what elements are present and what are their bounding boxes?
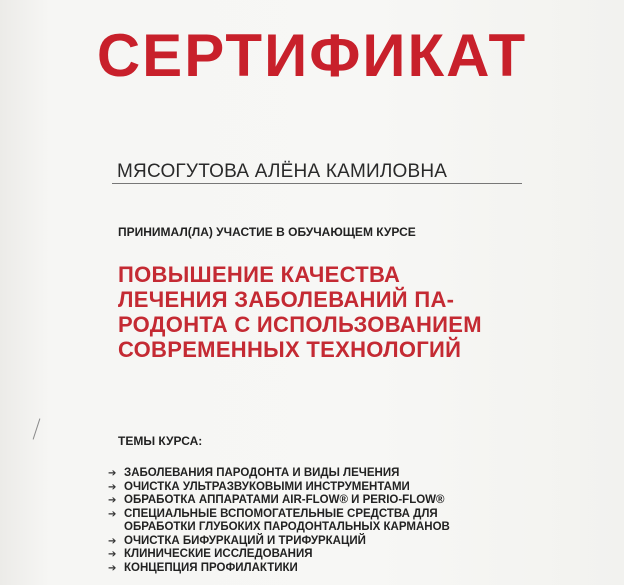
paper-scratch-mark <box>33 418 41 439</box>
certificate-title: СЕРТИФИКАТ <box>96 22 528 89</box>
topic-item <box>108 467 450 481</box>
topic-item <box>108 535 450 549</box>
arrow-right-icon: ➔ <box>108 535 117 547</box>
topic-item <box>108 548 450 562</box>
course-title-line: ПОВЫШЕНИЕ КАЧЕСТВА <box>118 262 401 287</box>
arrow-right-icon: ➔ <box>108 508 117 520</box>
course-title-line: ЛЕЧЕНИЯ ЗАБОЛЕВАНИЙ ПА- <box>118 287 455 312</box>
topic-text: ЗАБОЛЕВАНИЯ ПАРОДОНТА И ВИДЫ ЛЕЧЕНИЯ <box>124 467 400 479</box>
name-underline <box>112 183 522 184</box>
topic-item <box>108 494 450 508</box>
course-title-line: РОДОНТА С ИСПОЛЬЗОВАНИЕМ <box>118 312 482 337</box>
topic-text: КЛИНИЧЕСКИЕ ИССЛЕДОВАНИЯ <box>124 548 313 560</box>
topic-text: СПЕЦИАЛЬНЫЕ ВСПОМОГАТЕЛЬНЫЕ СРЕДСТВА ДЛЯ <box>124 507 438 520</box>
participation-statement: ПРИНИМАЛ(ЛА) УЧАСТИЕ В ОБУЧАЮЩЕМ КУРСЕ <box>118 225 416 239</box>
topics-header: ТЕМЫ КУРСА: <box>118 434 203 448</box>
arrow-right-icon: ➔ <box>108 495 117 506</box>
arrow-right-icon: ➔ <box>108 468 117 479</box>
course-title-line: СОВРЕМЕННЫХ ТЕХНОЛОГИЙ <box>118 337 462 362</box>
topic-text-continuation: ОБРАБОТКИ ГЛУБОКИХ ПАРОДОНТАЛЬНЫХ КАРМАНОВ <box>124 521 450 533</box>
topic-text: ОЧИСТКА БИФУРКАЦИЙ И ТРИФУРКАЦИЙ <box>124 534 366 547</box>
topic-item <box>108 481 450 495</box>
topic-item <box>108 562 450 576</box>
recipient-name: МЯСОГУТОВА АЛЁНА КАМИЛОВНА <box>117 161 448 182</box>
topic-text: ОЧИСТКА УЛЬТРАЗВУКОВЫМИ ИНСТРУМЕНТАМИ <box>124 480 410 493</box>
course-title <box>118 262 538 362</box>
topics-list <box>108 467 450 575</box>
topic-item <box>108 508 450 535</box>
topic-text: ОБРАБОТКА АППАРАТАМИ AIR-FLOW® И PERIO-FLOW® <box>124 494 445 506</box>
topic-text: КОНЦЕПЦИЯ ПРОФИЛАКТИКИ <box>124 561 298 574</box>
arrow-right-icon: ➔ <box>108 562 117 574</box>
arrow-right-icon: ➔ <box>108 549 117 560</box>
arrow-right-icon: ➔ <box>108 481 117 493</box>
